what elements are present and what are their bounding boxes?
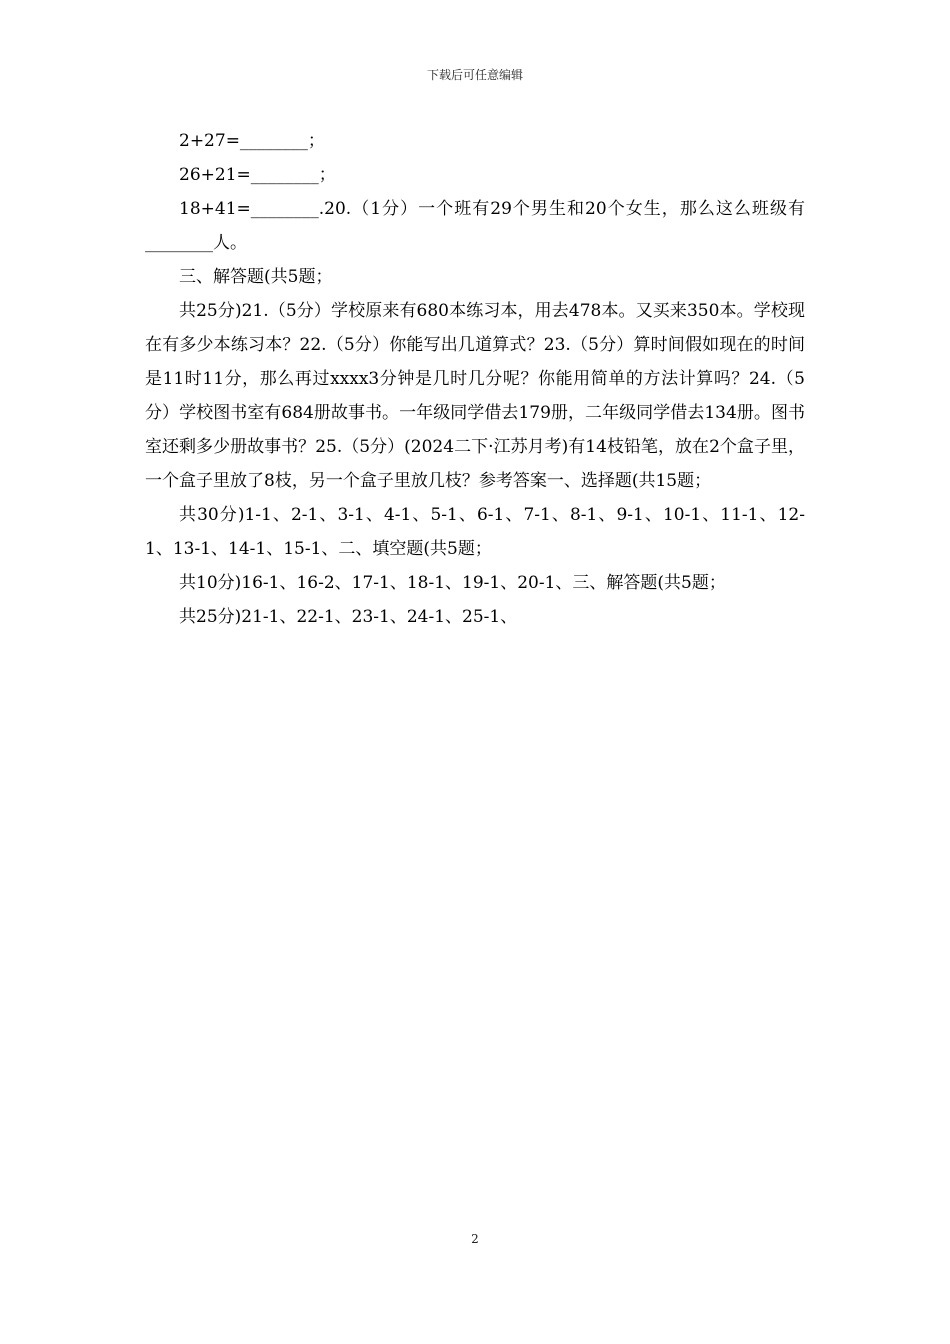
paragraph: 2+27=________； <box>179 131 325 151</box>
paragraph: 18+41=________.20.（1分）一个班有29个男生和20个女生，那么这么班级有________人。 <box>145 199 805 253</box>
section-heading: 三、解答题(共5题； <box>179 267 333 287</box>
paragraph: 共10分)16-1、16-2、17-1、18-1、19-1、20-1、三、解答题(共5题； <box>179 573 726 593</box>
paragraph: 共25分)21.（5分）学校原来有680本练习本，用去478本。又买来350本。学校现在有多少本练习本？22.（5分）你能写出几道算式？23.（5分）算时间假如现在的时间是11时11分，那么再过xxxx3分钟是几时几分呢？你能用简单的方法计算吗？24.（5分）学校图书室有684册故事书。一年级同学借去179册，二年级同学借去134册。图书室还剩多少册故事书？25.（5分）(2024二下·江苏月考)有14枝铅笔，放在2个盒子里，一个盒子里放了8枝，另一个盒子里放几枝？参考答案一、选择题(共15题； <box>145 301 805 491</box>
paragraph: 共30分)1-1、2-1、3-1、4-1、5-1、6-1、7-1、8-1、9-1、10-1、11-1、12-1、13-1、14-1、15-1、二、填空题(共5题； <box>145 505 805 559</box>
page-header: 下载后可任意编辑 <box>426 68 523 82</box>
paragraph: 26+21=________； <box>179 165 336 185</box>
document-body <box>145 124 805 634</box>
paragraph: 共25分)21-1、22-1、23-1、24-1、25-1、 <box>179 607 518 627</box>
page-number: 2 <box>471 1232 479 1246</box>
